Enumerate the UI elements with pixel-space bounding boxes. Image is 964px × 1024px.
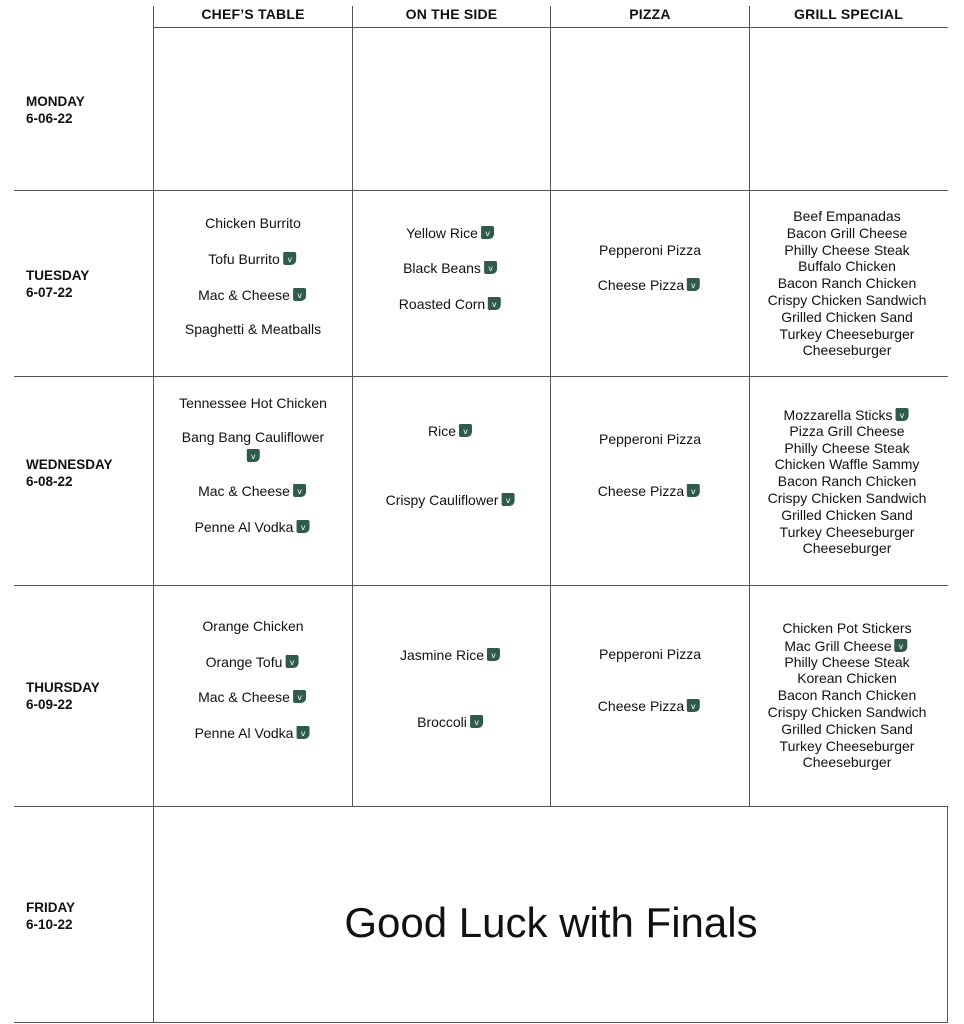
svg-text:v: v — [505, 496, 511, 505]
day-name: FRIDAY — [26, 900, 76, 915]
menu-item-label: Tofu Burrito — [208, 251, 280, 267]
menu-item-label: Mac & Cheese — [198, 287, 290, 303]
menu-item — [797, 670, 897, 687]
menu-item — [784, 242, 909, 259]
header-grill-special: GRILL SPECIAL — [794, 6, 903, 22]
menu-item — [598, 482, 702, 500]
svg-text:v: v — [492, 300, 498, 309]
vegan-leaf-icon — [291, 688, 308, 705]
menu-item — [784, 406, 911, 424]
menu-item — [403, 259, 499, 277]
menu-item — [781, 309, 913, 326]
day-date: 6-09-22 — [26, 697, 73, 712]
menu-item-label: Bacon Grill Cheese — [786, 224, 908, 241]
day-label-wednesday — [26, 456, 113, 490]
menu-item-label: Buffalo Chicken — [798, 258, 896, 275]
svg-text:v: v — [488, 264, 493, 273]
menu-item — [598, 276, 702, 294]
svg-text:v: v — [286, 255, 292, 264]
grid-bottom-rule — [14, 1022, 948, 1023]
menu-item-label: Cheeseburger — [802, 540, 892, 557]
menu-item — [195, 724, 312, 742]
day-name: WEDNESDAY — [26, 457, 113, 472]
header-chefs-table: CHEF’S TABLE — [201, 6, 305, 22]
vegan-leaf-icon — [291, 286, 308, 303]
menu-item-label: Bacon Ranch Chicken — [777, 275, 917, 292]
menu-item-label: Cheese Pizza — [597, 483, 685, 499]
vegan-leaf-icon — [283, 653, 300, 670]
svg-text:v: v — [691, 487, 697, 496]
menu-item — [781, 721, 913, 738]
vegan-leaf-icon — [685, 276, 702, 293]
vegan-leaf-icon — [482, 259, 499, 276]
friday-message: Good Luck with Finals — [344, 899, 758, 946]
svg-text:v: v — [474, 718, 479, 727]
vegan-leaf-icon — [685, 697, 702, 714]
menu-item-label: Black Beans — [403, 260, 481, 276]
menu-item-label: Orange Chicken — [202, 618, 304, 634]
menu-item-label: Philly Cheese Steak — [784, 439, 910, 456]
menu-item-label: Cheeseburger — [802, 342, 892, 359]
menu-item-label: Rice — [427, 423, 457, 439]
grid-row-rule — [14, 806, 948, 807]
grid-col-rule — [550, 6, 551, 806]
menu-item-label: Spaghetti & Meatballs — [184, 321, 322, 337]
menu-item-label: Bang Bang Cauliflower — [181, 429, 325, 445]
menu-item — [778, 473, 917, 490]
header-on-the-side: ON THE SIDE — [405, 6, 498, 22]
svg-text:v: v — [297, 487, 302, 496]
menu-item-label: Bacon Ranch Chicken — [777, 687, 917, 704]
grid-row-rule — [14, 376, 948, 377]
svg-text:v: v — [485, 229, 490, 238]
menu-item-label: Pepperoni Pizza — [599, 242, 701, 258]
menu-item-label: Turkey Cheeseburger — [779, 325, 915, 342]
menu-item-label: Mac & Cheese — [198, 483, 290, 499]
menu-item-label: Philly Cheese Steak — [784, 241, 910, 258]
menu-item — [428, 422, 474, 440]
menu-item-label: Mozzarella Sticks — [783, 407, 893, 423]
menu-item-label: Crispy Chicken Sandwich — [767, 490, 927, 506]
menu-item — [399, 295, 503, 313]
svg-text:v: v — [691, 702, 697, 711]
menu-item-label: Cheese Pizza — [597, 698, 685, 714]
menu-item-label: Tennessee Hot Chicken — [179, 395, 327, 411]
menu-item-label: Cheeseburger — [802, 754, 892, 771]
menu-item — [208, 250, 298, 268]
vegan-leaf-icon — [294, 518, 311, 535]
menu-item-label: Mac Grill Cheese — [784, 637, 892, 654]
day-label-thursday — [26, 679, 100, 713]
menu-item-label: Beef Empanadas — [793, 208, 901, 224]
svg-text:v: v — [300, 523, 306, 532]
day-label-monday — [26, 93, 85, 127]
menu-item — [780, 326, 915, 343]
menu-item — [406, 224, 496, 242]
day-name: MONDAY — [26, 94, 85, 109]
menu-item — [778, 687, 917, 704]
menu-item — [781, 507, 913, 524]
menu-item-label: Crispy Chicken Sandwich — [767, 704, 927, 720]
vegan-leaf-icon — [485, 646, 502, 663]
day-label-friday — [26, 899, 75, 933]
menu-item — [775, 456, 920, 473]
menu-item-label: Chicken Burrito — [205, 215, 301, 231]
vegan-leaf-icon — [499, 491, 516, 508]
svg-text:v: v — [463, 427, 468, 436]
menu-item-label: Bacon Ranch Chicken — [777, 473, 917, 490]
svg-text:v: v — [491, 651, 496, 660]
menu-item-label: Crispy Chicken Sandwich — [767, 292, 927, 308]
menu-item-label: Crispy Cauliflower — [385, 492, 499, 508]
grid-col-rule — [153, 6, 154, 1022]
day-name: TUESDAY — [26, 268, 90, 283]
menu-item — [386, 491, 517, 509]
menu-item — [198, 286, 308, 304]
vegan-leaf-icon — [468, 713, 485, 730]
menu-item — [195, 518, 312, 536]
menu-item — [803, 540, 892, 557]
vegan-leaf-icon — [244, 447, 261, 464]
menu-item-label: Chicken Pot Stickers — [782, 620, 912, 636]
menu-item-label: Turkey Cheeseburger — [779, 523, 915, 540]
menu-item — [182, 428, 324, 465]
header-pizza: PIZZA — [629, 6, 671, 22]
menu-item — [768, 490, 927, 507]
menu-item — [206, 653, 301, 671]
menu-item — [803, 754, 892, 771]
menu-item — [798, 258, 896, 275]
menu-item — [202, 617, 303, 635]
day-date: 6-06-22 — [26, 111, 73, 126]
menu-item — [784, 637, 909, 655]
menu-item — [784, 654, 909, 671]
menu-item — [768, 704, 927, 721]
grid-col-rule — [352, 6, 353, 806]
menu-item — [599, 430, 701, 448]
menu-item-label: Chicken Waffle Sammy — [774, 456, 920, 473]
menu-item — [198, 688, 308, 706]
day-name: THURSDAY — [26, 680, 100, 695]
menu-item-label: Broccoli — [417, 714, 467, 730]
menu-item — [784, 440, 909, 457]
menu-item — [599, 241, 701, 259]
menu-item-label: Penne Al Vodka — [194, 725, 294, 741]
day-label-tuesday — [26, 267, 89, 301]
menu-item — [780, 524, 915, 541]
grid-top-rule — [154, 27, 948, 28]
menu-item — [205, 214, 301, 232]
menu-item — [179, 394, 327, 412]
vegan-leaf-icon — [457, 422, 474, 439]
menu-item — [780, 738, 915, 755]
menu-item-label: Pizza Grill Cheese — [789, 422, 905, 439]
menu-item — [789, 423, 904, 440]
menu-item — [778, 275, 917, 292]
day-date: 6-07-22 — [26, 285, 73, 300]
menu-item — [598, 697, 702, 715]
menu-item-label: Grilled Chicken Sand — [781, 506, 913, 523]
svg-text:v: v — [297, 291, 302, 300]
menu-item — [198, 482, 308, 500]
menu-item-label: Cheese Pizza — [597, 277, 685, 293]
vegan-leaf-icon — [486, 295, 503, 312]
svg-text:v: v — [898, 641, 904, 651]
menu-item — [768, 292, 927, 309]
svg-text:v: v — [300, 729, 306, 738]
menu-item-label: Yellow Rice — [406, 225, 478, 241]
grid-row-rule — [14, 585, 948, 586]
vegan-leaf-icon — [893, 406, 910, 423]
vegan-leaf-icon — [281, 250, 298, 267]
menu-item-label: Pepperoni Pizza — [599, 646, 701, 662]
menu-item — [803, 342, 892, 359]
menu-item-label: Grilled Chicken Sand — [781, 720, 913, 737]
vegan-leaf-icon — [291, 482, 308, 499]
menu-item — [185, 320, 321, 338]
menu-item-label: Jasmine Rice — [399, 647, 485, 663]
svg-text:v: v — [289, 658, 295, 667]
menu-item-label: Turkey Cheeseburger — [779, 737, 915, 754]
svg-text:v: v — [691, 281, 697, 290]
svg-text:v: v — [899, 411, 905, 420]
menu-item-label: Mac & Cheese — [198, 689, 290, 705]
menu-item-label: Grilled Chicken Sand — [781, 308, 913, 325]
svg-text:v: v — [250, 452, 256, 461]
menu-item — [793, 208, 900, 225]
vegan-leaf-icon — [685, 482, 702, 499]
day-date: 6-10-22 — [26, 917, 73, 932]
menu-item — [417, 713, 485, 731]
grid-row-rule — [14, 190, 948, 191]
vegan-leaf-icon — [893, 637, 910, 654]
menu-item-label: Philly Cheese Steak — [784, 653, 910, 670]
menu-item-label: Orange Tofu — [205, 654, 283, 670]
vegan-leaf-icon — [294, 724, 311, 741]
menu-item-label: Korean Chicken — [797, 670, 897, 687]
vegan-leaf-icon — [479, 224, 496, 241]
menu-item — [599, 645, 701, 663]
grid-col-rule — [749, 6, 750, 806]
menu-item-label: Penne Al Vodka — [194, 519, 294, 535]
menu-item — [782, 620, 911, 637]
day-date: 6-08-22 — [26, 474, 73, 489]
menu-item — [787, 225, 908, 242]
svg-text:v: v — [297, 693, 302, 702]
menu-item — [400, 646, 502, 664]
menu-item-label: Roasted Corn — [398, 296, 486, 312]
menu-item-label: Pepperoni Pizza — [599, 431, 701, 447]
